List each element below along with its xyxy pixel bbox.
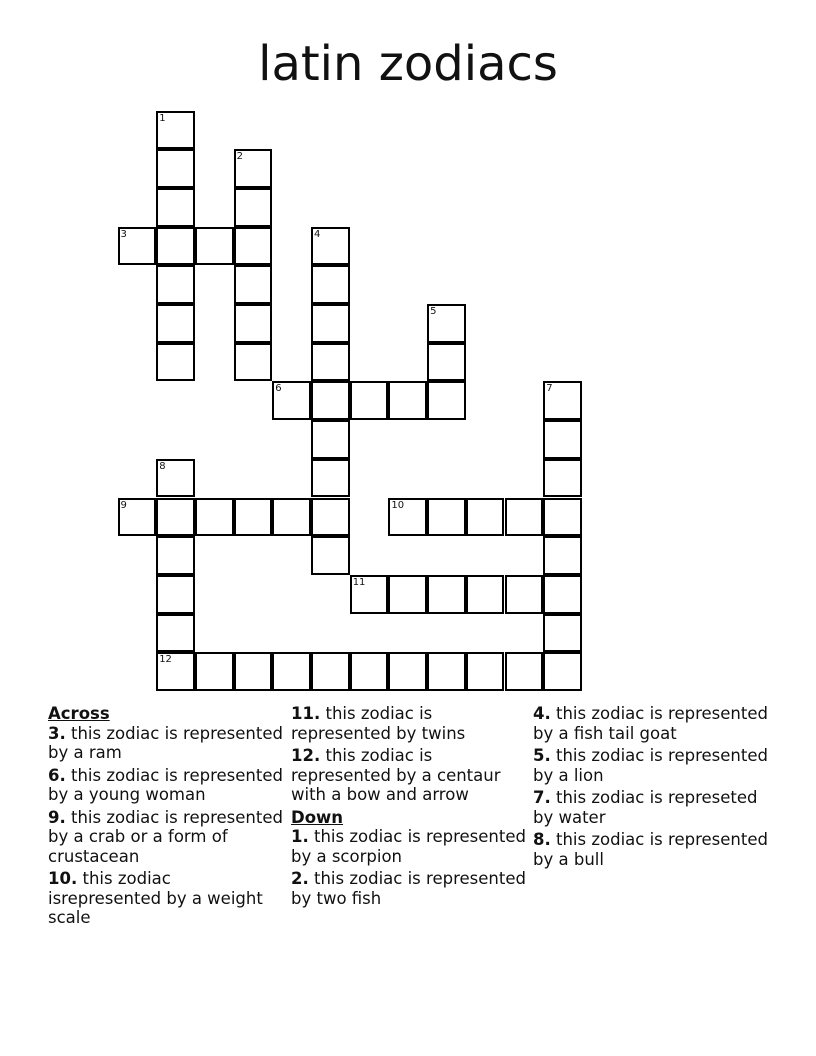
clue-text: this zodiac isrepresented by a weight scale (48, 869, 263, 927)
grid-cell[interactable] (234, 265, 273, 304)
clue-number: 4. (533, 704, 551, 723)
cell-number: 7 (546, 383, 553, 395)
grid-cell[interactable] (388, 381, 427, 420)
cell-number: 6 (275, 383, 282, 395)
grid-cell[interactable] (156, 575, 195, 614)
grid-cell[interactable] (156, 536, 195, 575)
clue-column-3 (533, 704, 769, 872)
clue-down-5 (533, 746, 769, 785)
grid-cell[interactable] (543, 536, 582, 575)
clue-across-6 (48, 766, 284, 805)
cell-number: 12 (159, 654, 172, 666)
clue-number: 2. (291, 869, 309, 888)
clue-down-2 (291, 869, 527, 908)
grid-cell[interactable] (311, 420, 350, 459)
grid-cell[interactable] (311, 652, 350, 691)
grid-cell[interactable] (195, 227, 234, 266)
clue-across-9 (48, 808, 284, 867)
grid-cell[interactable] (466, 652, 505, 691)
clue-across-10 (48, 869, 284, 928)
grid-cell[interactable] (427, 343, 466, 382)
cell-number: 10 (391, 499, 405, 511)
grid-cell[interactable] (543, 575, 582, 614)
grid-cell[interactable] (156, 614, 195, 653)
across-heading: Across (48, 704, 110, 723)
grid-cell[interactable] (195, 498, 234, 537)
clue-text: this zodiac is represented by a bull (533, 830, 768, 869)
grid-cell[interactable] (156, 188, 195, 227)
clue-text: this zodiac is represented by two fish (291, 869, 526, 908)
clue-text: this zodiac is represented by twins (291, 704, 466, 743)
grid-cell[interactable] (234, 343, 273, 382)
grid-cell[interactable] (505, 652, 544, 691)
page-title: latin zodiacs (258, 36, 558, 92)
clue-down-4 (533, 704, 769, 743)
grid-cell[interactable] (234, 498, 273, 537)
clue-number: 3. (48, 723, 66, 743)
grid-cell[interactable] (156, 149, 195, 188)
grid-cell[interactable] (543, 381, 582, 420)
clue-number: 8. (533, 830, 551, 849)
grid-cell[interactable] (156, 498, 195, 537)
clue-text: this zodiac is represented by a scorpion (291, 827, 526, 866)
grid-cell[interactable] (543, 652, 582, 691)
grid-cell[interactable] (311, 459, 350, 498)
cell-number: 4 (314, 228, 321, 240)
clue-number: 6. (48, 765, 66, 785)
clue-text: this zodiac is represented by a ram (48, 723, 283, 762)
grid-cell[interactable] (311, 227, 350, 266)
grid-cell[interactable] (272, 652, 311, 691)
grid-cell[interactable] (156, 111, 195, 150)
clue-column-1 (48, 704, 284, 931)
clue-down-8 (533, 830, 769, 869)
grid-cell[interactable] (311, 343, 350, 382)
grid-cell[interactable] (234, 149, 273, 188)
clue-number: 5. (533, 746, 551, 765)
grid-cell[interactable] (505, 575, 544, 614)
grid-cell[interactable] (156, 227, 195, 266)
grid-cell[interactable] (350, 652, 389, 691)
grid-cell[interactable] (427, 652, 466, 691)
clue-column-2 (291, 704, 527, 911)
grid-cell[interactable] (466, 575, 505, 614)
grid-cell[interactable] (272, 381, 311, 420)
grid-cell[interactable] (427, 498, 466, 537)
grid-cell[interactable] (156, 343, 195, 382)
grid-cell[interactable] (311, 498, 350, 537)
grid-cell[interactable] (350, 381, 389, 420)
grid-cell[interactable] (543, 420, 582, 459)
grid-cell[interactable] (427, 304, 466, 343)
grid-cell[interactable] (388, 652, 427, 691)
clue-number: 10. (48, 869, 78, 888)
grid-cell[interactable] (156, 265, 195, 304)
grid-cell[interactable] (311, 381, 350, 420)
clue-across-3 (48, 724, 284, 763)
clue-text: this zodiac is represented by a crab or a form of crustacean (48, 807, 283, 866)
clue-number: 1. (291, 827, 309, 846)
clue-text: this zodiac is represented by a young woman (48, 765, 283, 804)
grid-cell[interactable] (427, 575, 466, 614)
grid-cell[interactable] (234, 188, 273, 227)
grid-cell[interactable] (505, 498, 544, 537)
grid-cell[interactable] (234, 304, 273, 343)
cell-number: 5 (430, 306, 437, 317)
grid-cell[interactable] (350, 575, 389, 614)
cell-number: 9 (120, 499, 127, 511)
clue-across-12 (291, 746, 527, 805)
grid-cell[interactable] (466, 498, 505, 537)
grid-cell[interactable] (118, 498, 157, 537)
grid-cell[interactable] (543, 498, 582, 537)
clue-number: 12. (291, 746, 321, 765)
grid-cell[interactable] (156, 459, 195, 498)
grid-cell[interactable] (311, 536, 350, 575)
grid-cell[interactable] (311, 265, 350, 304)
grid-cell[interactable] (427, 381, 466, 420)
grid-cell[interactable] (195, 652, 234, 691)
grid-cell[interactable] (156, 304, 195, 343)
grid-cell[interactable] (156, 652, 195, 691)
grid-cell[interactable] (543, 614, 582, 653)
grid-cell[interactable] (543, 459, 582, 498)
grid-cell[interactable] (388, 575, 427, 614)
clue-number: 11. (291, 704, 321, 723)
down-heading: Down (291, 807, 344, 827)
cell-number: 2 (236, 151, 243, 163)
grid-cell[interactable] (118, 227, 157, 266)
clue-number: 7. (533, 788, 551, 807)
clue-text: this zodiac is represented by a lion (533, 746, 768, 785)
cell-number: 3 (120, 228, 127, 240)
clue-text: this zodiac is represented by a centaur with a bow and arrow (291, 746, 501, 804)
grid-cell[interactable] (388, 498, 427, 537)
cell-number: 1 (159, 112, 166, 124)
cell-number: 11 (352, 576, 366, 588)
grid-cell[interactable] (234, 652, 273, 691)
grid-cell[interactable] (272, 498, 311, 537)
clue-down-7 (533, 788, 769, 827)
clue-across-11 (291, 704, 527, 743)
clue-number: 9. (48, 807, 66, 827)
clue-down-1 (291, 827, 527, 866)
clue-text: this zodiac is represented by a fish tail goat (533, 704, 768, 743)
cell-number: 8 (159, 460, 166, 472)
grid-cell[interactable] (311, 304, 350, 343)
clue-text: this zodiac is represeted by water (533, 788, 758, 827)
grid-cell[interactable] (234, 227, 273, 266)
